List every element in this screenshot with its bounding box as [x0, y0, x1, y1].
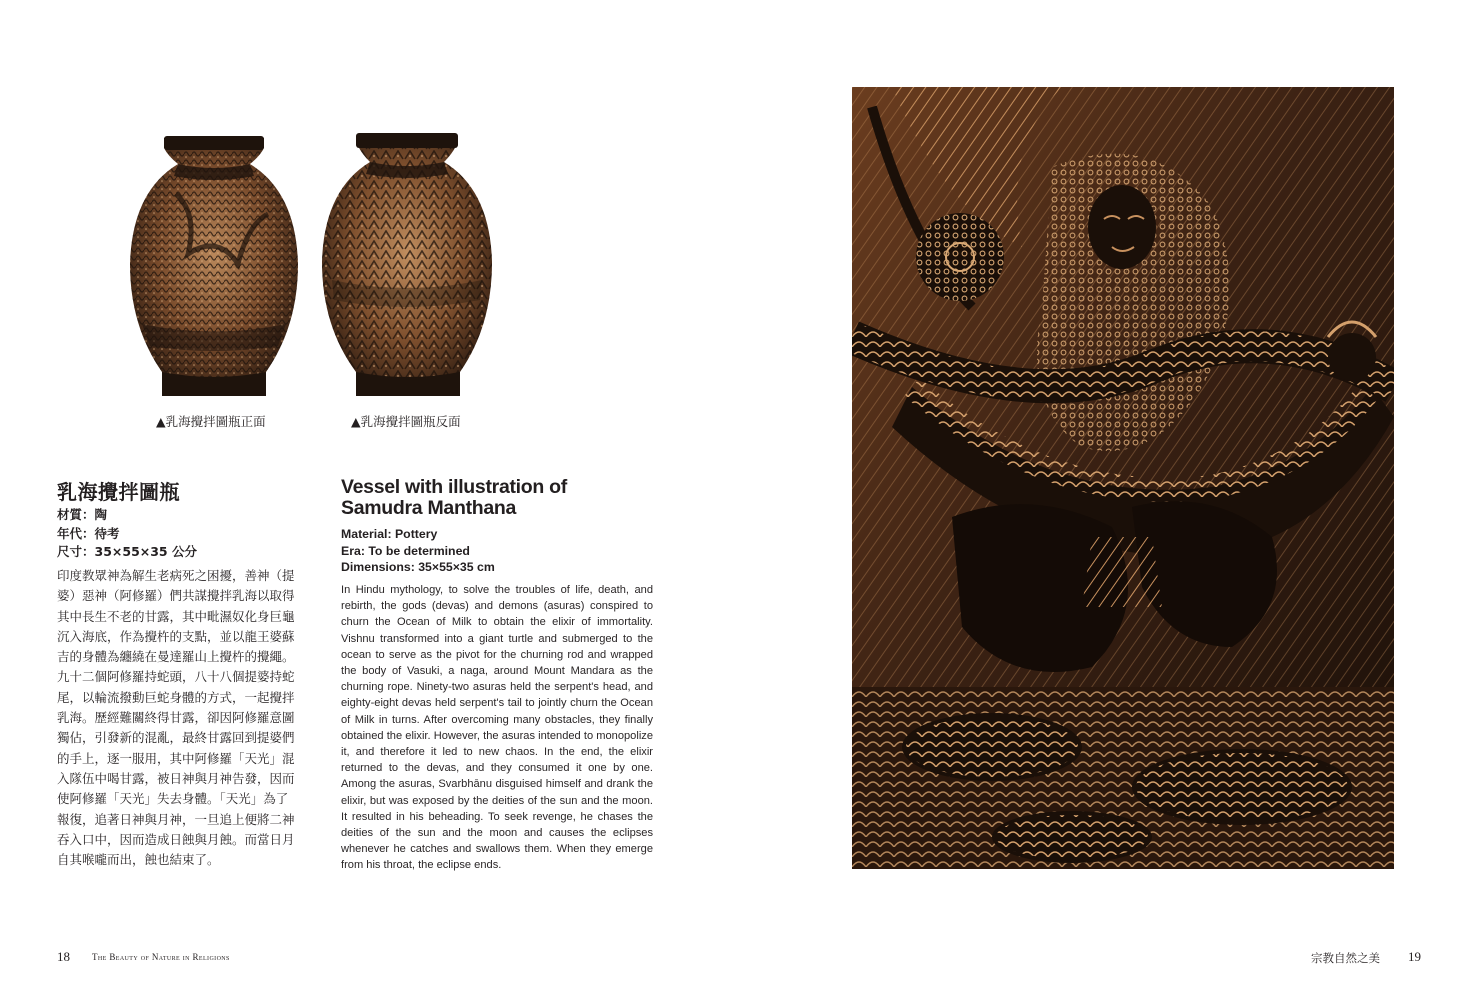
zh-body-line: 使阿修羅「天光」失去身體。「天光」為了: [57, 791, 289, 807]
zh-body-line: 報復，追著日神與月神，一旦追上便將二神: [57, 811, 295, 827]
zh-body-line: 印度教眾神為解生老病死之困擾，善神（提: [57, 568, 295, 583]
zh-body-line: 乳海。歷經難關終得甘露，卻因阿修羅意圖: [57, 710, 295, 726]
en-dimensions: Dimensions: 35×55×35 cm: [341, 560, 495, 574]
zh-era: 年代：待考: [57, 526, 120, 541]
zh-body-text: [57, 566, 299, 870]
page-number-right: 19: [1408, 949, 1421, 964]
en-era: Era: To be determined: [341, 544, 470, 558]
zh-body-line: 尾，以輪流撥動巨蛇身體的方式，一起攪拌: [57, 689, 295, 705]
vase-back-caption: ▲乳海攪拌圖瓶反面: [351, 414, 461, 429]
zh-body-line: 吞入口中，因而造成日蝕與月蝕。而當日月: [57, 831, 295, 847]
running-title-right: 宗教自然之美: [1311, 951, 1380, 965]
vase-back-photo: [320, 130, 494, 400]
page-number-left: 18: [57, 949, 70, 964]
vase-front-caption: ▲乳海攪拌圖瓶正面: [156, 414, 266, 429]
en-material: Material: Pottery: [341, 527, 438, 541]
zh-body-line: 入隊伍中喝甘露，被日神與月神告發，因而: [57, 770, 295, 786]
running-title-left: The Beauty of Nature in Religions: [92, 952, 230, 962]
zh-body-line: 沉入海底，作為攪杵的支點，並以龍王婆蘇: [57, 628, 295, 644]
en-body-text: In Hindu mythology, to solve the troubles of life, death, and rebirth, the gods (devas) and demons (asuras) conspired to churn the Ocean of Milk to obtain the elixir of immortality. Vishnu transformed into a giant turtle and submerged to the ocean to serve as the pivot for the churning rod and wrapped the body of Vasuki, a naga, around Mount Mandara as the churning rope. Ninety-two asuras held the serpent's head, and eighty-eight devas held serpent's tail to jointly churn the Ocean of Milk in turns. After overcoming many obstacles, they finally obtained the elixir. However, the asuras intended to monopolize it, and therefore it led to new chaos. In the end, the elixir returned to the devas, and they consumed it one by one. Among the asuras, Svarbhānu disguised himself and drank the elixir, but was exposed by the deities of the sun and the moon. It resulted in his beheading. To seek revenge, he chases the deities of the sun and the moon and causes the eclipses whenever he catches and swallows them. When they emerge from his throat, the eclipse ends.: [341, 584, 653, 872]
relief-closeup-photo: [852, 87, 1394, 869]
zh-material: 材質：陶: [57, 507, 108, 522]
vase-front-photo: [128, 134, 300, 400]
en-title: Vessel with illustration of Samudra Manthana: [341, 476, 567, 519]
zh-dimensions: 尺寸：35×55×35 公分: [57, 544, 197, 559]
zh-body-line: 其中長生不老的甘露，其中毗濕奴化身巨龜: [57, 608, 295, 624]
zh-body-line: 吉的身體為纏繞在曼達羅山上攪杵的攪繩。: [57, 649, 295, 665]
zh-body-line: 獨佔，引發新的混亂，最終甘露回到提婆們: [57, 730, 295, 746]
zh-body-line: 自其喉嚨而出，蝕也結束了。: [57, 852, 220, 868]
zh-title: 乳海攪拌圖瓶: [57, 480, 180, 504]
zh-body-line: 婆）惡神（阿修羅）們共謀攪拌乳海以取得: [57, 588, 295, 604]
zh-body-line: 的手上，逐一服用，其中阿修羅「天光」混: [57, 750, 295, 766]
zh-body-line: 九十二個阿修羅持蛇頭，八十八個提婆持蛇: [57, 669, 295, 685]
